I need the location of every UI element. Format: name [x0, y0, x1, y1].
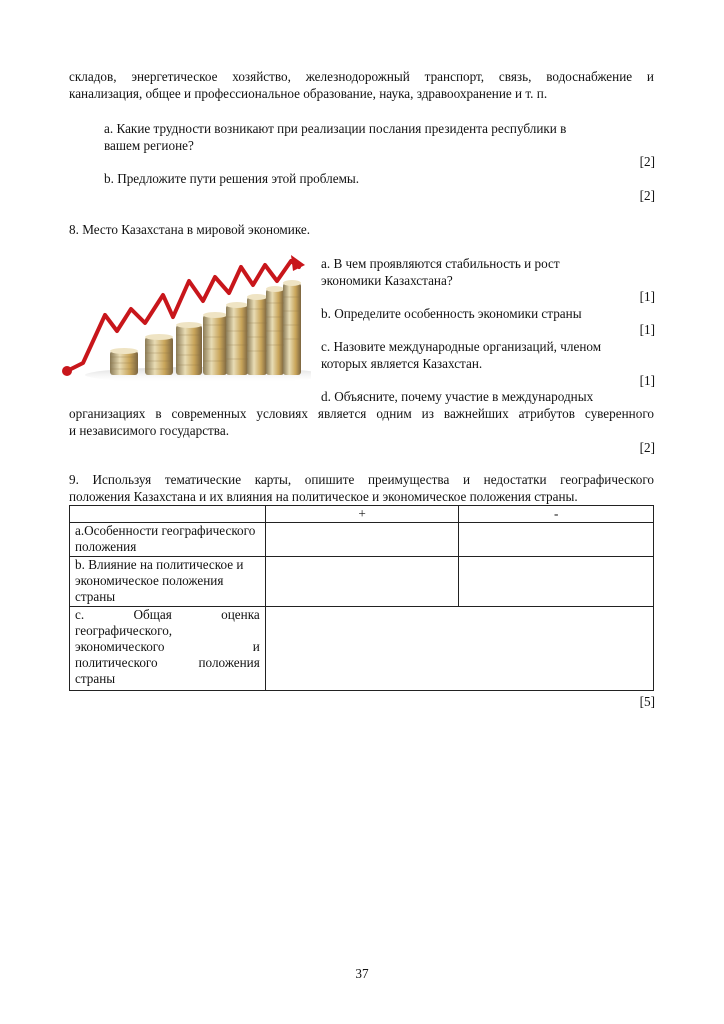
- table-header-minus: -: [459, 506, 654, 523]
- q7-a-mark: [2]: [639, 154, 655, 169]
- q8-c-line-1: c. Назовите международные организаций, членом: [321, 339, 602, 354]
- q8-d-mark: [2]: [639, 440, 655, 455]
- q7-b: b. Предложите пути решения этой проблемы.: [104, 171, 360, 186]
- q8-b-mark: [1]: [639, 322, 655, 337]
- q9-line-1: 9. Используя тематические карты, опишите преимущества и недостатки географического: [69, 472, 654, 487]
- q8-c-mark: [1]: [639, 373, 655, 388]
- intro-line-2: канализация, общее и профессиональное образование, наука, здравоохранение и т. п.: [69, 86, 548, 101]
- table-cell-a-plus[interactable]: [265, 523, 459, 557]
- q9-mark: [5]: [639, 694, 655, 709]
- q8-b: b. Определите особенность экономики страны: [321, 306, 582, 321]
- intro-line-1: складов, энергетическое хозяйство, железнодорожный транспорт, связь, водоснабжение и: [69, 69, 654, 84]
- table-cell-b-plus[interactable]: [265, 557, 459, 607]
- q9-table: [69, 505, 654, 691]
- table-row-a-label: a.Особенности географического положения: [70, 523, 266, 557]
- q7-a-line-1: a. Какие трудности возникают при реализации послания президента республики в: [104, 121, 567, 136]
- table-header-plus: +: [265, 506, 459, 523]
- q7-a-line-2: вашем регионе?: [104, 138, 194, 153]
- table-row-c-label: c. Общая оценка географического, экономического и политического положения страны: [70, 607, 266, 691]
- table-header-empty: [70, 506, 266, 523]
- q8-c-line-2: которых является Казахстан.: [321, 356, 483, 371]
- table-row-a: [70, 523, 654, 557]
- q8-d-line-1: d. Объясните, почему участие в международных: [321, 389, 594, 404]
- table-row-c: [70, 607, 654, 691]
- table-cell-a-minus[interactable]: [459, 523, 654, 557]
- table-cell-b-minus[interactable]: [459, 557, 654, 607]
- coins-growth-illustration: [55, 253, 311, 390]
- page-number: 37: [355, 966, 369, 981]
- q9-line-2: положения Казахстана и их влияния на политическое и экономическое положения страны.: [69, 489, 578, 504]
- q8-a-line-2: экономики Казахстана?: [321, 273, 453, 288]
- q8-a-mark: [1]: [639, 289, 655, 304]
- table-header-row: [70, 506, 654, 523]
- table-row-b-label: b. Влияние на политическое и экономическое положения страны: [70, 557, 266, 607]
- table-cell-c-answer[interactable]: [265, 607, 653, 691]
- coins-chart-icon: [55, 253, 311, 390]
- q7-b-mark: [2]: [639, 188, 655, 203]
- q8-d-line-2: организациях в современных условиях является одним из важнейших атрибутов суверенного: [69, 406, 654, 421]
- q8-a-line-1: a. В чем проявляются стабильность и рост: [321, 256, 560, 271]
- table-row-b: [70, 557, 654, 607]
- q8-title: 8. Место Казахстана в мировой экономике.: [69, 222, 311, 237]
- q8-d-line-3: и независимого государства.: [69, 423, 230, 438]
